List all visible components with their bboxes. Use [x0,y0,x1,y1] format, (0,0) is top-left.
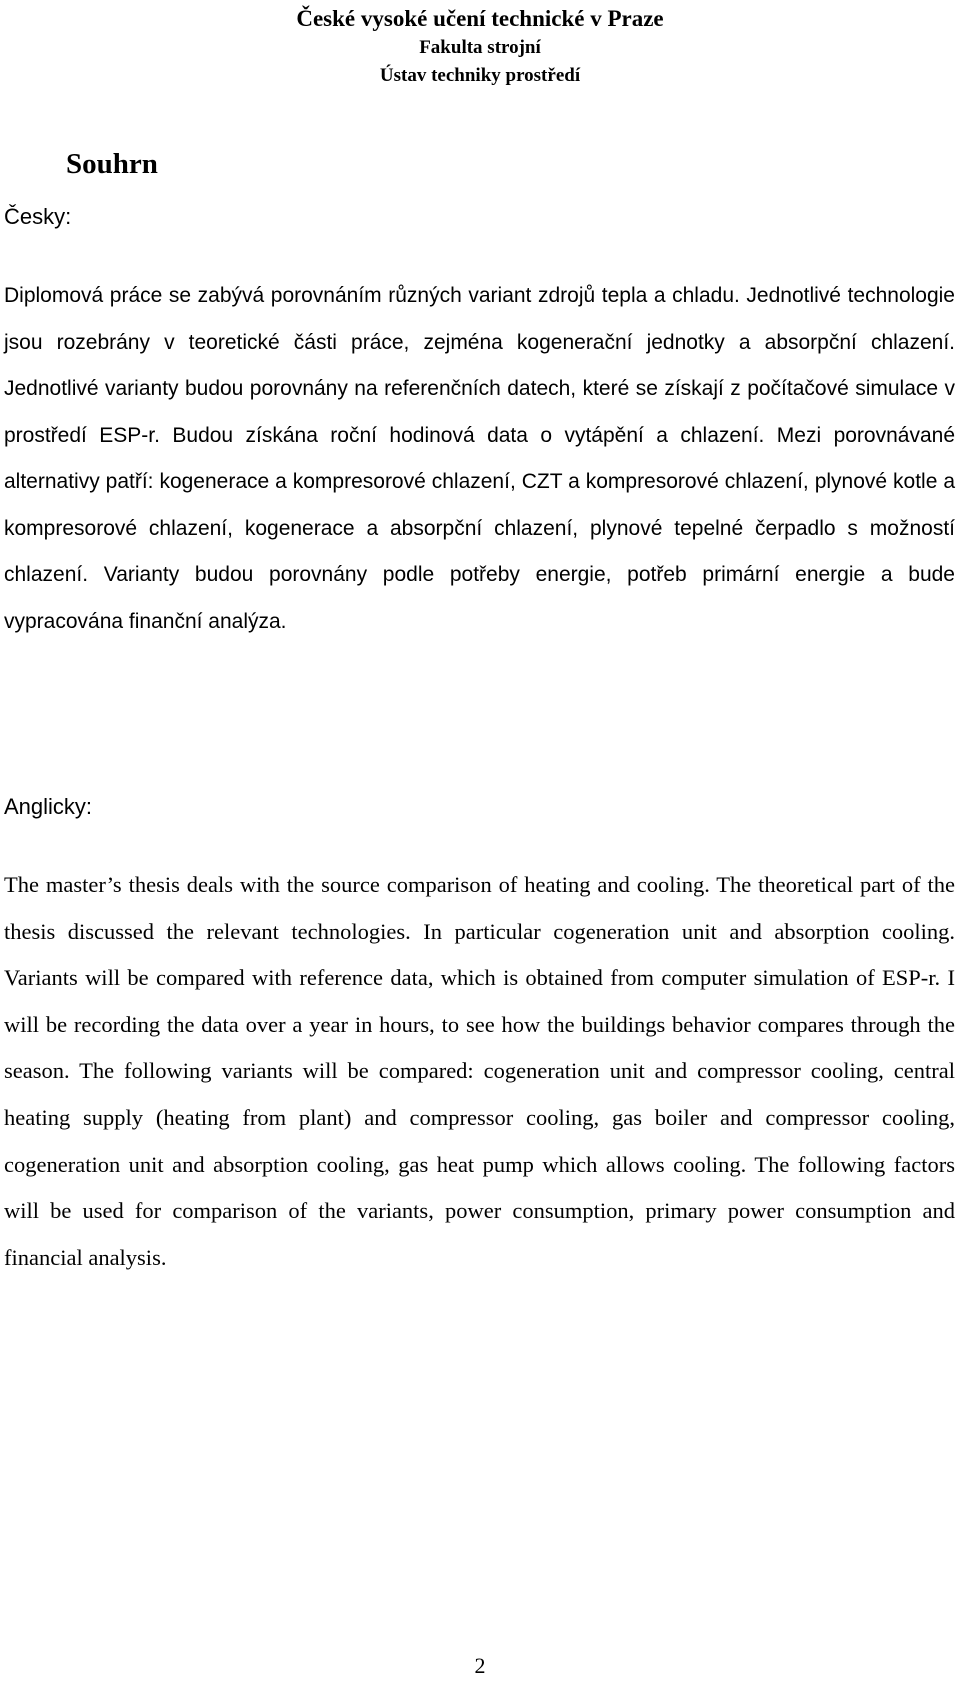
document-header [0,4,960,90]
page-number: 2 [474,1653,486,1678]
english-label: Anglicky: [4,794,93,819]
summary-title: Souhrn [66,148,158,180]
czech-abstract: Diplomová práce se zabývá porovnáním různých variant zdrojů tepla a chladu. Jednotlivé technologie jsou rozebrány v teoretické části práce, zejména kogenerační jednotky a absorpční chlazení. Jednotlivé varianty budou porovnány na referenčních datech, které se získají z počítačové simulace v prostředí ESP-r. Budou získána roční hodinová data o vytápění a chlazení. Mezi porovnávané alternativy patří: kogenerace a kompresorové chlazení, CZT a kompresorové chlazení, plynové kotle a kompresorové chlazení, kogenerace a absorpční chlazení, plynové tepelné čerpadlo s možností chlazení. Varianty budou porovnány podle potřeby energie, potřeb primární energie a bude vypracována finanční analýza. [4,284,955,633]
university-name: České vysoké učení technické v Praze [296,6,664,31]
institute-name: Ústav techniky prostředí [379,65,581,86]
faculty-name: Fakulta strojní [419,37,541,58]
english-abstract: The master’s thesis deals with the source comparison of heating and cooling. The theoretical part of the thesis discussed the relevant technologies. In particular cogeneration unit and absorption cooling. Variants will be compared with reference data, which is obtained from computer simulation of ESP-r. I will be recording the data over a year in hours, to see how the buildings behavior compares through the season. The following variants will be compared: cogeneration unit and compressor cooling, central heating supply (heating from plant) and compressor cooling, gas boiler and compressor cooling, cogeneration unit and absorption cooling, gas heat pump which allows cooling. The following factors will be used for comparison of the variants, power consumption, primary power consumption and financial analysis. [4,872,955,1270]
czech-label: Česky: [4,204,72,229]
